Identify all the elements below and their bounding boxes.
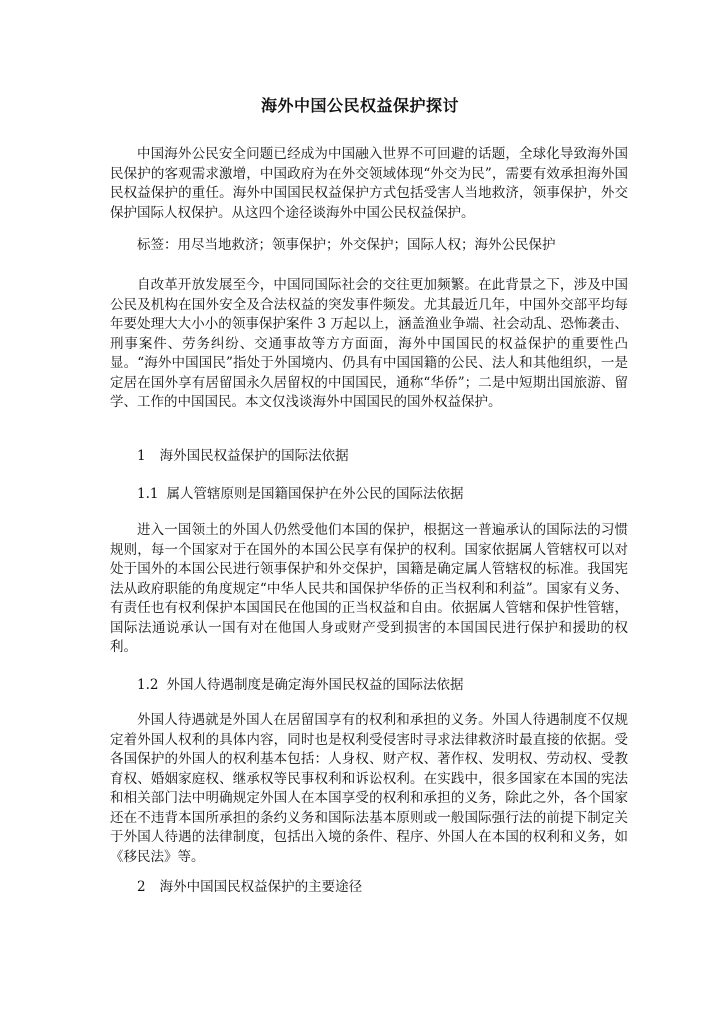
section-2-heading [137, 878, 627, 898]
section-2-title: 海外中国国民权益保护的主要途径 [159, 879, 363, 895]
section-1-1-heading [137, 485, 627, 505]
section-1-2-title: 外国人待遇制度是确定海外国民权益的国际法依据 [166, 677, 464, 693]
intro-paragraph: 自改革开放发展至今，中国同国际社会的交往更加频繁。在此背景之下，涉及中国公民及机构在国外安全及合法权益的突发事件频发。尤其最近几年，中国外交部平均每年要处理大大小小的领事保护案件 3 万起以上，涵盖渔业争端、社会动乱、恐怖袭击、刑事案件、劳务纠纷、交通事故等方方面面，海外中国国民的权益保护的重要性凸显。“海外中国国民”指处于外国境内、仍具有中国国籍的公民、法人和其他组织，一是定居在国外享有居留国永久居留权的中国国民，通称“华侨”；二是中短期出国旅游、留学、工作的中国国民。本文仅浅谈海外中国国民的国外权益保护。 [110, 277, 628, 410]
section-1-1-title: 属人管辖原则是国籍国保护在外公民的国际法依据 [166, 486, 464, 502]
section-1-2-heading [137, 676, 627, 696]
section-1-1-paragraph: 进入一国领土的外国人仍然受他们本国的保护，根据这一普遍承认的国际法的习惯规则，每一个国家对于在国外的本国公民享有保护的权利。国家依据属人管辖权可以对处于国外的本国公民进行领事保护和外交保护，国籍是确定属人管辖权的标准。我国宪法从政府职能的角度规定“中华人民共和国保护华侨的正当权利和利益”。国家有义务、有责任也有权利保护本国国民在他国的正当权益和自由。依据属人管辖和保护性管辖，国际法通说承认一国有对在他国人身或财产受到损害的本国国民进行保护和援助的权利。 [110, 522, 628, 655]
section-2-number: 2 [137, 879, 146, 895]
section-1-number: 1 [137, 448, 146, 464]
section-1-title: 海外国民权益保护的国际法依据 [159, 448, 349, 464]
document-title: 海外中国公民权益保护探讨 [260, 96, 459, 115]
keywords-line: 标签：用尽当地救济；领事保护；外交保护；国际人权；海外公民保护 [137, 237, 556, 253]
section-1-2-number: 1.2 [137, 677, 159, 693]
section-1-1-number: 1.1 [137, 486, 159, 502]
abstract-paragraph: 中国海外公民安全问题已经成为中国融入世界不可回避的话题，全球化导致海外国民保护的客观需求激增，中国政府为在外交领域体现“外交为民”，需要有效承担海外国民权益保护的重任。海外中国国民权益保护方式包括受害人当地救济，领事保护，外交保护国际人权保护。从这四个途径谈海外中国公民权益保护。 [110, 146, 628, 221]
section-1-2-paragraph: 外国人待遇就是外国人在居留国享有的权利和承担的义务。外国人待遇制度不仅规定着外国人权利的具体内容，同时也是权利受侵害时寻求法律救济时最直接的依据。受各国保护的外国人的权利基本包括：人身权、财产权、著作权、发明权、劳动权、受教育权、婚姻家庭权、继承权等民事权利和诉讼权利。在实践中，很多国家在本国的宪法和相关部门法中明确规定外国人在本国享受的权利和承担的义务，除此之外，各个国家还在不违背本国所承担的条约义务和国际法基本原则或一般国际强行法的前提下制定关于外国人待遇的法律制度，包括出入境的条件、程序、外国人在本国的权利和义务，如《移民法》等。 [110, 712, 628, 865]
section-1-heading [137, 447, 627, 467]
